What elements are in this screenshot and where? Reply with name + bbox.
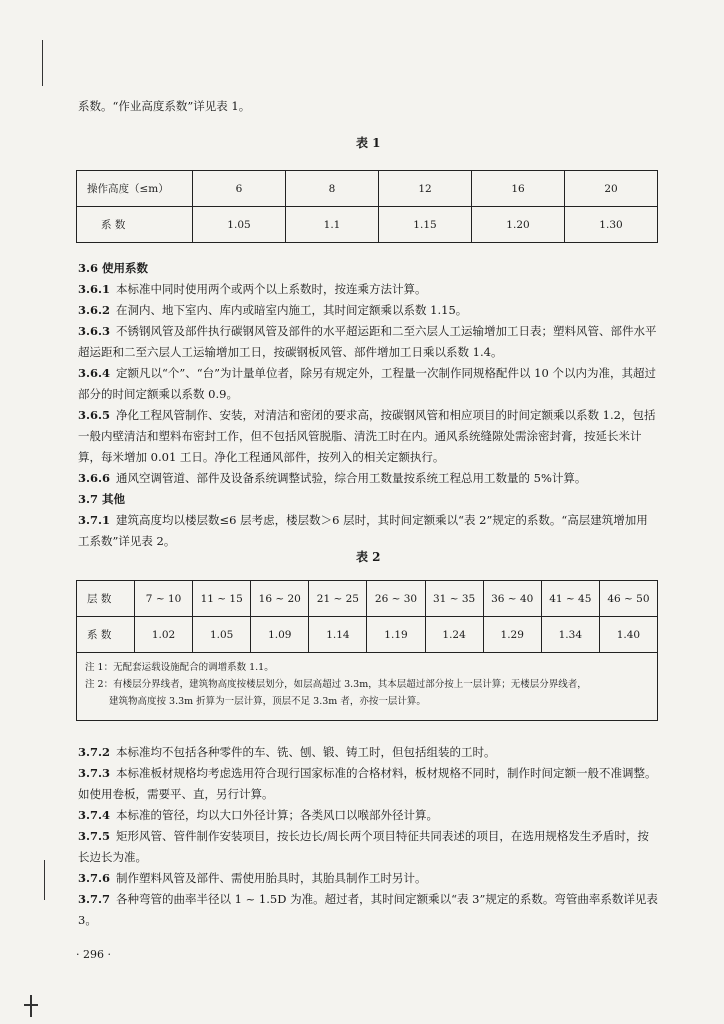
scan-edge-mark (44, 860, 45, 900)
table1-cell: 1.30 (565, 207, 658, 243)
item-text: 通风空调管道、部件及设备系统调整试验，综合用工数量按系统工程总用工数量的 5%计算。 (116, 471, 587, 485)
binding-mark (30, 995, 32, 1017)
table1-row-height (77, 171, 658, 207)
table2-row1-label: 层 数 (77, 581, 135, 617)
item-3-7-3 (78, 763, 658, 805)
table2-row2-label: 系 数 (77, 617, 135, 653)
table2-cell: 1.05 (193, 617, 251, 653)
item-3-6-4 (78, 363, 658, 405)
item-3-6-3 (78, 321, 658, 363)
table1-row1-label: 操作高度（≤m） (77, 171, 193, 207)
table2-cell: 1.19 (367, 617, 425, 653)
item-3-7-1 (78, 510, 658, 552)
table1-row-coefficient (77, 207, 658, 243)
item-text: 制作塑料风管及部件、需使用胎具时，其胎具制作工时另计。 (116, 871, 427, 885)
item-number: 3.6.1 (78, 282, 111, 296)
table2-cell: 31 ~ 35 (425, 581, 483, 617)
item-3-6-5 (78, 405, 658, 468)
table2-cell: 1.24 (425, 617, 483, 653)
table2-cell: 11 ~ 15 (193, 581, 251, 617)
table1-cell: 8 (286, 171, 379, 207)
item-text: 本标准的管径，均以大口外径计算；各类风口以喉部外径计算。 (116, 808, 439, 822)
item-text: 本标准板材规格均考虑选用符合现行国家标准的合格材料，板材规格不同时，制作时间定额一般不准调整。如使用卷板，需要平、直，另行计算。 (78, 766, 657, 801)
item-number: 3.7.2 (78, 745, 111, 759)
item-number: 3.6.2 (78, 303, 111, 317)
table2 (76, 580, 658, 653)
table2-row-coefficient (77, 617, 658, 653)
item-text: 定额凡以“个”、“台”为计量单位者，除另有规定外，工程量一次制作同规格配件以 10 个以内为准，其超过部分的时间定额乘以系数 0.9。 (78, 366, 656, 401)
item-3-7-4 (78, 805, 658, 826)
table1-row2-label: 系 数 (77, 207, 193, 243)
table2-cell: 1.02 (135, 617, 193, 653)
table2-cell: 1.29 (483, 617, 541, 653)
table2-cell: 21 ~ 25 (309, 581, 367, 617)
table2-cell: 46 ~ 50 (599, 581, 657, 617)
item-text: 建筑高度均以楼层数≤6 层考虑，楼层数＞6 层时，其时间定额乘以“表 2”规定的系数。“高层建筑增加用工系数”详见表 2。 (78, 513, 648, 548)
item-text: 本标准均不包括各种零件的车、铣、刨、锻、铸工时，但包括组装的工时。 (116, 745, 496, 759)
table2-cell: 1.14 (309, 617, 367, 653)
item-text: 各种弯管的曲率半径以 1 ~ 1.5D 为准。超过者，其时间定额乘以“表 3”规定的系数。弯管曲率系数详见表 3。 (78, 892, 658, 927)
table1-cell: 1.05 (193, 207, 286, 243)
item-number: 3.7.6 (78, 871, 111, 885)
scan-edge-mark (42, 40, 43, 86)
table2-cell: 1.40 (599, 617, 657, 653)
section-3-6-title: 3.6 使用系数 (78, 261, 149, 275)
item-3-6-6 (78, 468, 658, 489)
table2-cell: 41 ~ 45 (541, 581, 599, 617)
table2-cell: 16 ~ 20 (251, 581, 309, 617)
item-text: 矩形风管、管件制作安装项目，按长边长/周长两个项目特征共同表述的项目，在选用规格发生矛盾时，按长边长为准。 (78, 829, 649, 864)
table1-cell: 12 (379, 171, 472, 207)
item-number: 3.6.5 (78, 408, 111, 422)
table1-cell: 20 (565, 171, 658, 207)
table1-cell: 16 (472, 171, 565, 207)
table1-cell: 1.15 (379, 207, 472, 243)
page-number: · 296 · (76, 948, 111, 961)
item-text: 净化工程风管制作、安装，对清洁和密闭的要求高，按碳钢风管和相应项目的时间定额乘以系数 1.2，包括一般内壁清洁和塑料布密封工作，但不包括风管脱脂、清洗工时在内。通风系统缝隙处需涂密封膏，按延长米计算，每米增加 0.01 工日。净化工程通风部件，按列入的相关定额执行。 (78, 408, 656, 464)
table2-row-floors (77, 581, 658, 617)
item-number: 3.6.3 (78, 324, 111, 338)
table2-note-2-continued: 建筑物高度按 3.3m 折算为一层计算，顶层不足 3.3m 者，亦按一层计算。 (109, 696, 426, 707)
table1-caption: 表 1 (356, 136, 381, 150)
table2-cell: 26 ~ 30 (367, 581, 425, 617)
item-number: 3.7.5 (78, 829, 111, 843)
item-3-7-7 (78, 889, 658, 931)
item-number: 3.7.4 (78, 808, 111, 822)
item-3-6-1 (78, 279, 658, 300)
intro-paragraph: 系数。“作业高度系数”详见表 1。 (78, 99, 251, 113)
table2-cell: 7 ~ 10 (135, 581, 193, 617)
table1-cell: 1.20 (472, 207, 565, 243)
item-number: 3.6.6 (78, 471, 111, 485)
item-3-7-6 (78, 868, 658, 889)
table1-cell: 6 (193, 171, 286, 207)
section-3-7-title: 3.7 其他 (78, 492, 126, 506)
table2-notes (76, 653, 658, 721)
item-number: 3.7.7 (78, 892, 111, 906)
item-text: 本标准中同时使用两个或两个以上系数时，按连乘方法计算。 (116, 282, 427, 296)
binding-mark (24, 1004, 38, 1006)
table1-cell: 1.1 (286, 207, 379, 243)
table2-cell: 36 ~ 40 (483, 581, 541, 617)
item-3-7-5 (78, 826, 658, 868)
table2-note-2: 注 2：有楼层分界线者，建筑物高度按楼层划分，如层高超过 3.3m，其本层超过部分按上一层计算；无楼层分界线者， (85, 679, 587, 690)
item-3-6-2 (78, 300, 658, 321)
table1 (76, 170, 658, 243)
table2-cell: 1.09 (251, 617, 309, 653)
item-text: 在洞内、地下室内、库内或暗室内施工，其时间定额乘以系数 1.15。 (116, 303, 468, 317)
item-number: 3.6.4 (78, 366, 111, 380)
item-number: 3.7.1 (78, 513, 111, 527)
item-text: 不锈钢风管及部件执行碳钢风管及部件的水平超运距和二至六层人工运输增加工日表；塑料风管、部件水平超运距和二至六层人工运输增加工日，按碳钢板风管、部件增加工日乘以系数 1.4。 (78, 324, 657, 359)
item-3-7-2 (78, 742, 658, 763)
table2-note-1: 注 1：无配套运载设施配合的调增系数 1.1。 (85, 662, 274, 673)
item-number: 3.7.3 (78, 766, 111, 780)
table2-cell: 1.34 (541, 617, 599, 653)
table2-caption: 表 2 (356, 550, 381, 564)
